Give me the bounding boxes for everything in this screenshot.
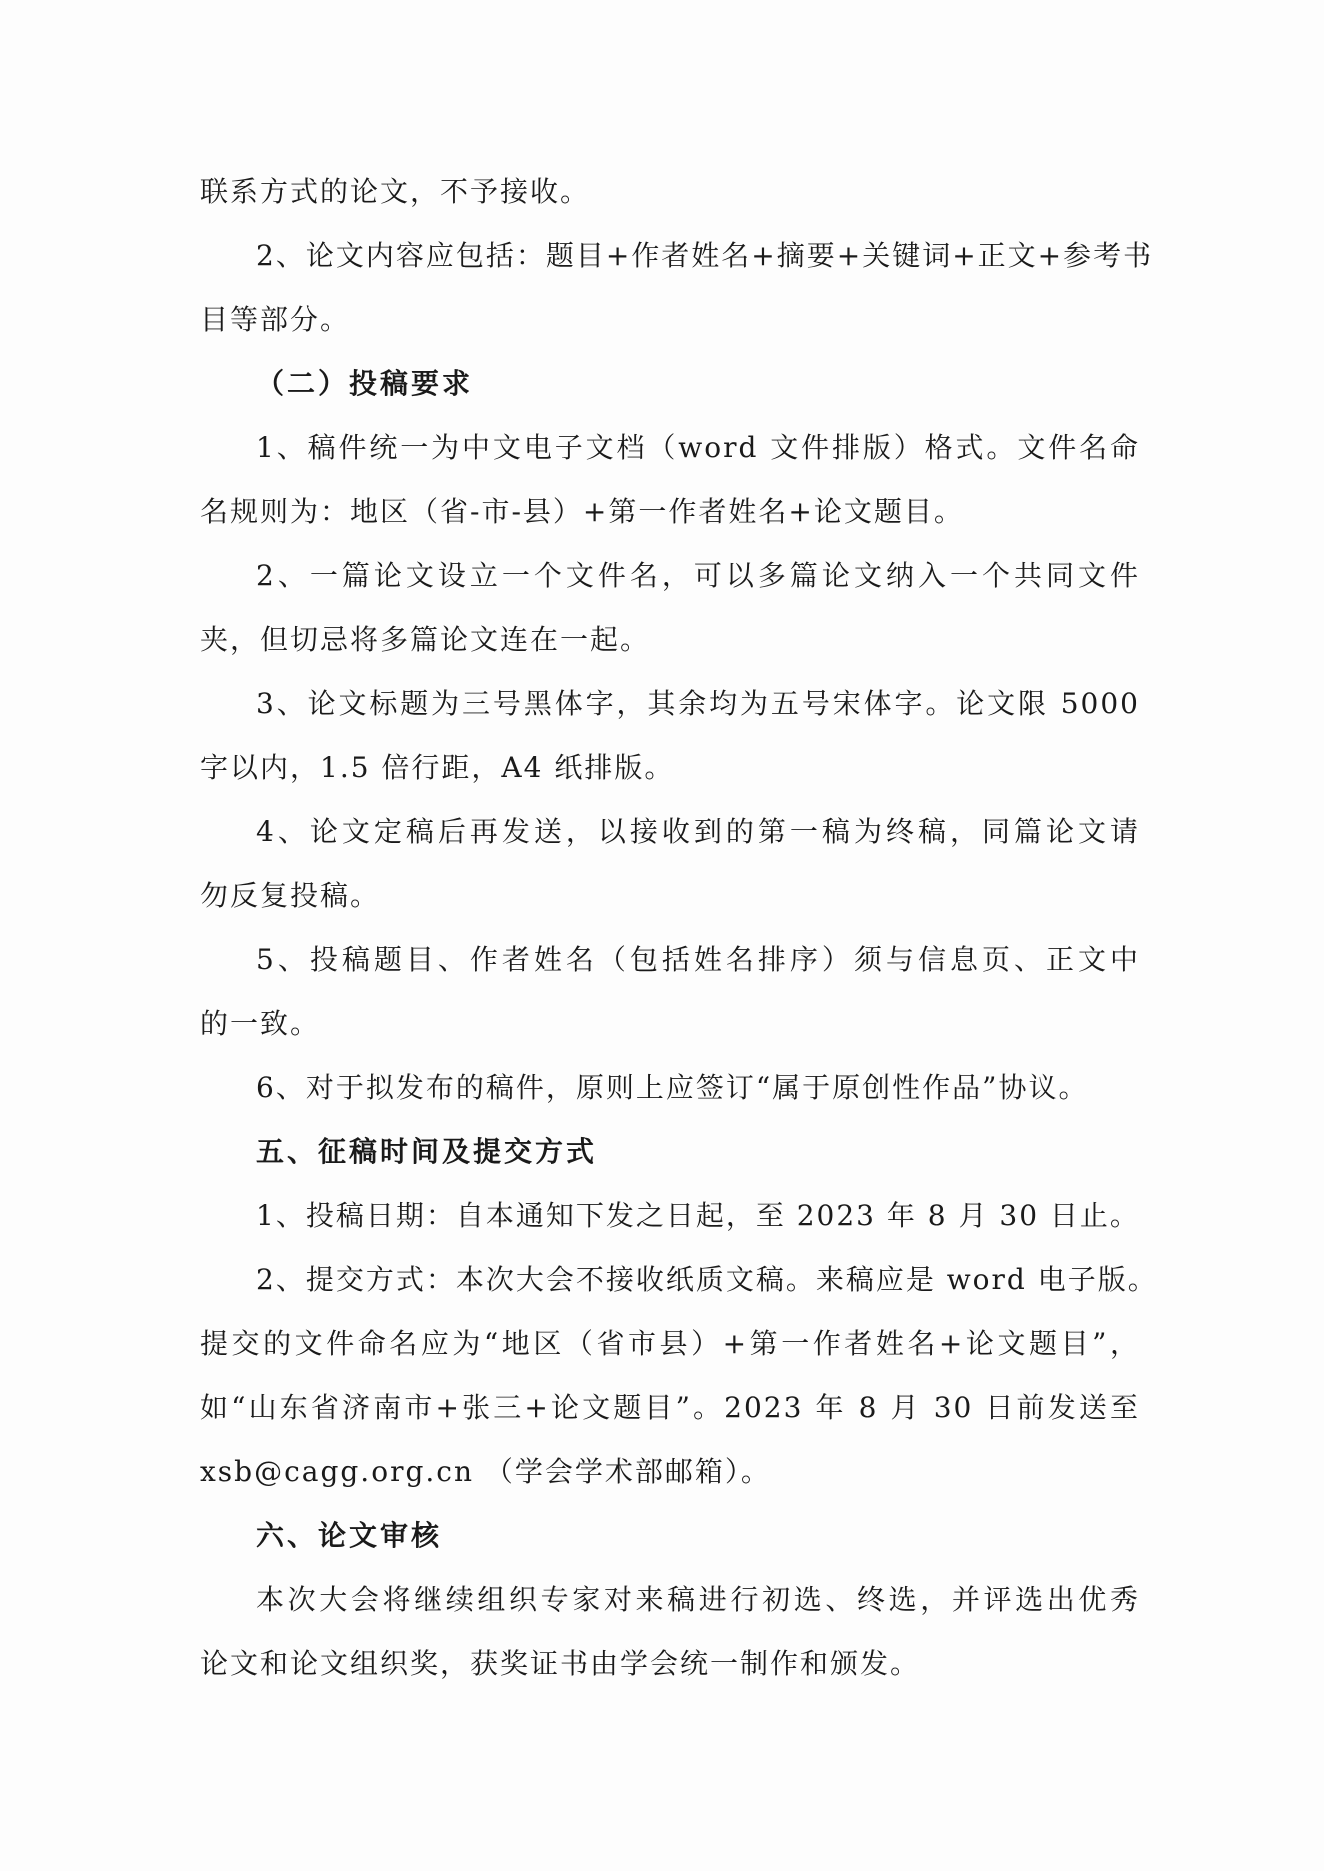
text-line: 勿反复投稿。 bbox=[200, 879, 381, 912]
text-line: 如“山东省济南市+张三+论文题目”。2023 年 8 月 30 日前发送至 bbox=[200, 1391, 1140, 1424]
text-line: 2、提交方式：本次大会不接收纸质文稿。来稿应是 word 电子版。 bbox=[256, 1263, 1158, 1296]
text-line: 目等部分。 bbox=[200, 303, 351, 336]
text-line: 的一致。 bbox=[200, 1007, 321, 1040]
section-heading: 六、论文审核 bbox=[256, 1519, 443, 1552]
text-line: 名规则为：地区（省-市-县）+第一作者姓名+论文题目。 bbox=[200, 495, 964, 528]
text-line: 2、一篇论文设立一个文件名，可以多篇论文纳入一个共同文件 bbox=[256, 559, 1140, 592]
text-line: 夹，但切忌将多篇论文连在一起。 bbox=[200, 623, 651, 656]
section-heading: （二）投稿要求 bbox=[256, 367, 474, 400]
text-line: 4、论文定稿后再发送，以接收到的第一稿为终稿，同篇论文请 bbox=[256, 815, 1140, 848]
text-line: 1、投稿日期：自本通知下发之日起，至 2023 年 8 月 30 日止。 bbox=[256, 1199, 1140, 1232]
text-line: 5、投稿题目、作者姓名（包括姓名排序）须与信息页、正文中 bbox=[256, 943, 1140, 976]
text-line: 字以内，1.5 倍行距，A4 纸排版。 bbox=[200, 751, 675, 784]
text-line: 提交的文件命名应为“地区（省市县）+第一作者姓名+论文题目”， bbox=[200, 1327, 1140, 1360]
text-line: 3、论文标题为三号黑体字，其余均为五号宋体字。论文限 5000 bbox=[256, 687, 1140, 720]
section-heading: 五、征稿时间及提交方式 bbox=[256, 1135, 598, 1168]
text-line: 本次大会将继续组织专家对来稿进行初选、终选，并评选出优秀 bbox=[256, 1583, 1140, 1616]
text-line: 联系方式的论文，不予接收。 bbox=[200, 175, 591, 208]
document-body bbox=[200, 160, 1158, 1696]
text-line: xsb@cagg.org.cn （学会学术部邮箱）。 bbox=[200, 1455, 771, 1488]
text-line: 2、论文内容应包括：题目+作者姓名+摘要+关键词+正文+参考书 bbox=[256, 239, 1154, 272]
text-line: 6、对于拟发布的稿件，原则上应签订“属于原创性作品”协议。 bbox=[256, 1071, 1089, 1104]
text-line: 1、稿件统一为中文电子文档（word 文件排版）格式。文件名命 bbox=[256, 431, 1140, 464]
text-line: 论文和论文组织奖，获奖证书由学会统一制作和颁发。 bbox=[200, 1647, 921, 1680]
